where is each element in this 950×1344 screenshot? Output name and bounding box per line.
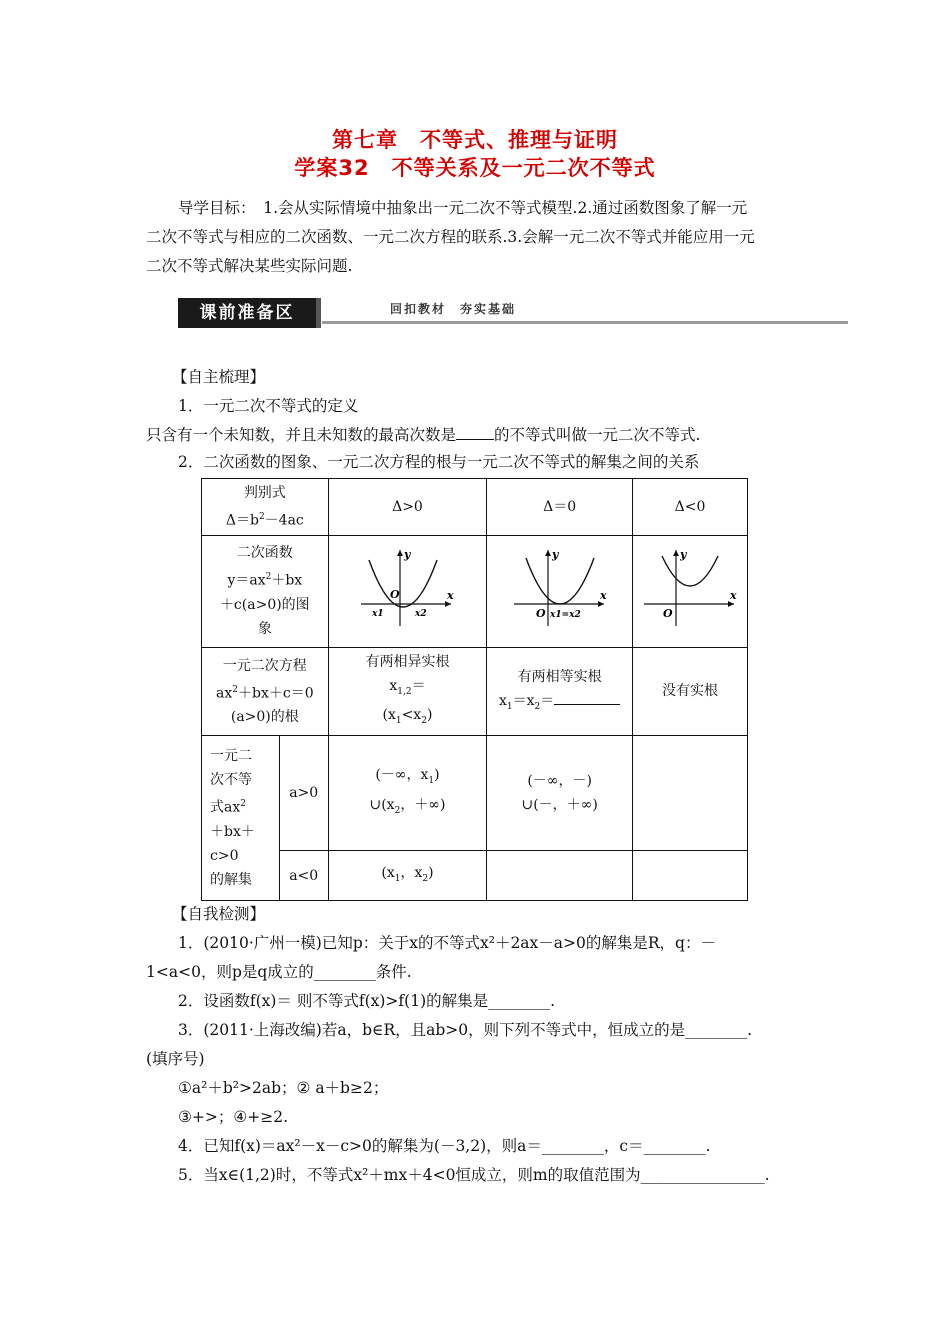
ineq-label-line: 式$ax^2$ <box>210 799 246 817</box>
eq-text: $x_{1,2}=$ <box>389 677 426 697</box>
goals-line-2: 二次不等式与相应的二次函数、一元二次方程的联系.3.会解一元二次不等式并能应用一元 <box>146 228 755 246</box>
graph-one-root-cell <box>487 535 633 647</box>
eq-text: 有两相等实根 <box>517 668 602 685</box>
question-3-option-2: ③+>；④+≥2. <box>178 1108 289 1126</box>
parabola-no-root-graph <box>640 546 740 628</box>
ineq-pos-two-roots-cell <box>328 736 487 851</box>
question-3-line-2: (填序号) <box>146 1050 205 1068</box>
disc-label-cell <box>202 479 329 536</box>
review-item1-text <box>146 421 700 450</box>
ineq-text: ∪(－，＋∞) <box>521 797 598 814</box>
axis-x-label: x <box>447 589 455 603</box>
graph-two-roots-cell <box>328 535 487 647</box>
func-label-line: 二次函数 <box>236 545 293 562</box>
eq-one-root-cell <box>487 647 633 736</box>
col-header-negative: Δ<0 <box>633 479 748 536</box>
ineq-neg-no-root-cell <box>633 851 748 901</box>
question-3-line-1: 3．(2011·上海改编)若a，b∈R，且ab>0，则下列不等式中，恒成立的是________. <box>178 1021 753 1039</box>
review-item1-text-b: 的不等式叫做一元二次不等式. <box>494 426 701 444</box>
goals-line-1: 导学目标： 1.会从实际情境中抽象出一元二次不等式模型.2.通过函数图象了解一元 <box>178 199 748 217</box>
parabola-one-root-graph <box>510 546 610 628</box>
table-row <box>202 851 748 901</box>
review-item2-title: 2．二次函数的图象、一元二次方程的根与一元二次不等式的解集之间的关系 <box>178 453 700 471</box>
func-label-line: ＋c(a>0)的图 <box>219 596 310 613</box>
root-x1-label: x1 <box>372 609 385 620</box>
chapter-title: 第七章 不等式、推理与证明 <box>332 128 618 152</box>
question-3-option-1: ①a²＋b²>2ab；② a＋b≥2； <box>178 1079 389 1097</box>
eq-label-line: 一元二次方程 <box>222 657 307 674</box>
review-item1-title: 1．一元二次不等式的定义 <box>178 397 359 415</box>
review-item1-text-a: 只含有一个未知数，并且未知数的最高次数是 <box>146 426 457 444</box>
ineq-pos-no-root-cell <box>633 736 748 851</box>
root-x2-label: x2 <box>415 609 428 620</box>
question-5: 5．当x∈(1,2)时，不等式x²＋mx＋4<0恒成立，则m的取值范围为________________. <box>178 1166 770 1184</box>
section-banner-rule <box>322 321 848 324</box>
disc-formula: $\Delta=b^2-4ac$ <box>225 512 304 529</box>
ineq-label-line: c>0 <box>210 848 239 865</box>
func-label-cell <box>202 535 329 647</box>
a-negative-cell: a<0 <box>279 851 328 901</box>
eq-two-roots-cell <box>328 647 487 736</box>
col-header-positive: Δ>0 <box>328 479 487 536</box>
relation-table <box>201 478 748 901</box>
origin-label: O <box>390 588 401 602</box>
func-label-line: 象 <box>257 620 272 637</box>
parabola-two-roots-graph <box>357 546 457 628</box>
table-row <box>202 535 748 647</box>
question-2: 2．设函数f(x)＝ 则不等式f(x)>f(1)的解集是________. <box>178 992 556 1010</box>
ineq-text: (－∞，$x_1$) <box>375 767 440 787</box>
ineq-label-line: 次不等 <box>210 772 252 789</box>
eq-label-line: $ax^2+bx+c=0$ <box>216 684 314 702</box>
col-header-zero: Δ＝0 <box>487 479 633 536</box>
question-1-line-1: 1．(2010·广州一模)已知p：关于x的不等式x²＋2ax－a>0的解集是R，q：－ <box>178 934 716 952</box>
origin-label: O <box>535 607 546 621</box>
axis-y-label: y <box>551 548 559 562</box>
section-banner-divider <box>316 298 321 328</box>
origin-label: O <box>663 607 673 621</box>
review-heading: 【自主梳理】 <box>172 368 266 386</box>
ineq-label-cell <box>202 736 280 901</box>
disc-label: 判别式 <box>243 485 286 501</box>
section-banner-subtitle: 回扣教材 夯实基础 <box>390 302 517 316</box>
eq-label-cell <box>202 647 329 736</box>
graph-no-root-cell <box>633 535 748 647</box>
table-row <box>202 479 748 536</box>
eq-label-line: (a>0)的根 <box>230 709 299 726</box>
eq-text: $x_1=x_2=$ <box>490 689 629 719</box>
question-4: 4．已知f(x)＝ax²－x－c>0的解集为(－3,2)，则a＝________，c＝________. <box>178 1137 711 1155</box>
eq-text: 有两相异实根 <box>365 653 450 670</box>
ineq-text: $\cup(x_2$，＋∞) <box>369 797 446 817</box>
func-label-line: $y=ax^2+bx$ <box>227 572 303 589</box>
goals-line-3: 二次不等式解决某些实际问题. <box>146 257 353 275</box>
question-1-line-2: 1<a<0，则p是q成立的________条件. <box>146 963 412 981</box>
lesson-title: 学案32 不等关系及一元二次不等式 <box>294 156 656 180</box>
axis-y-label: y <box>404 548 411 562</box>
selftest-heading: 【自我检测】 <box>172 905 266 923</box>
table-row <box>202 647 748 736</box>
answer-blank[interactable] <box>554 704 620 705</box>
eq-no-root-cell: 没有实根 <box>633 647 748 736</box>
axis-x-label: x <box>730 589 737 603</box>
ineq-neg-two-roots-cell: ($x_1$，$x_2$) <box>328 851 487 901</box>
section-banner-label: 课前准备区 <box>178 298 316 328</box>
ineq-text: (－∞，－) <box>527 773 592 790</box>
axis-y-label: y <box>680 548 687 562</box>
ineq-neg-one-root-cell <box>487 851 633 901</box>
table-row <box>202 736 748 851</box>
ineq-label-line: 的解集 <box>210 872 252 889</box>
ineq-label-line: 一元二 <box>210 748 252 765</box>
eq-text: $(x_1<x_2)$ <box>382 707 433 727</box>
answer-blank[interactable] <box>456 439 494 440</box>
ineq-pos-one-root-cell <box>487 736 633 851</box>
ineq-label-line: ＋bx＋ <box>210 824 255 841</box>
axis-x-label: x <box>599 589 607 603</box>
a-positive-cell: a>0 <box>279 736 328 851</box>
double-root-label: x1=x2 <box>549 610 581 621</box>
